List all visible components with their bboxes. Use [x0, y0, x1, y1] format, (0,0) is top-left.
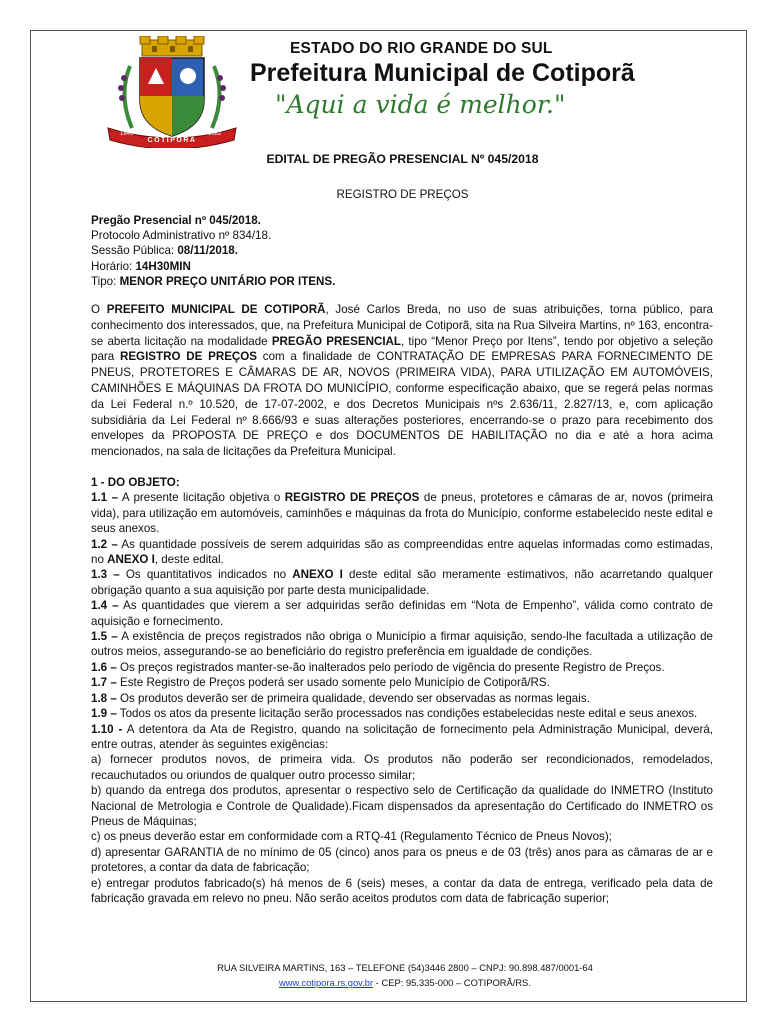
clause-text: Os preços registrados manter-se-ão inalterados pelo período de vigência do presente Registro de Preços. [116, 660, 665, 674]
clause-1-4 [91, 598, 713, 629]
clause-text: , deste edital. [154, 553, 224, 567]
clause-text: deste edital são meramente estimativos, não acarretando qualquer obrigação quanto a sua aquisição por parte desta municipalidade. [91, 568, 713, 597]
clause-bold: REGISTRO DE PREÇOS [284, 491, 420, 505]
clause-1-1 [91, 490, 713, 536]
requirement-d: d) apresentar GARANTIA de no mínimo de 05 (cinco) anos para os pneus e de 03 (três) anos para as câmaras de ar e protetores, a contar da data de fabricação; [91, 845, 713, 875]
clause-number: 1.8 – [91, 691, 117, 705]
intro-bold: PREFEITO MUNICIPAL DE COTIPORÃ [106, 303, 326, 316]
intro-text: , José Carlos Breda, no uso de suas atribuições, torna público, para conhecimento dos interessados, que, na Prefeitura Municipal de Cotiporã, sita na Rua Silveira Martins, nº 163, encontra-se aberta licitação na modalidade [91, 303, 713, 348]
clause-number: 1.9 – [91, 707, 117, 721]
requirement-e: e) entregar produtos fabricado(s) há menos de 6 (seis) meses, a contar da data de entrega, verificado pela data de fabricação gravada em relevo no pneu. Não serão aceitos produtos com data de fabricação superior; [91, 876, 713, 905]
clause-number: 1.2 – [91, 537, 118, 551]
sessao-value: 08/11/2018. [177, 244, 238, 258]
footer-web-line [60, 977, 750, 988]
clause-bold: ANEXO I [107, 553, 155, 567]
clause-number: 1.5 – [91, 630, 118, 644]
header-prefeitura: Prefeitura Municipal de Cotiporã [250, 59, 635, 87]
clause-1-10 [91, 722, 713, 753]
section-objeto [91, 475, 713, 906]
clause-number: 1.6 – [91, 660, 117, 674]
clause-number: 1.7 – [91, 676, 117, 690]
sessao-label: Sessão Pública: [91, 244, 178, 258]
clause-1-2 [91, 537, 713, 568]
clause-number: 1.10 - [91, 722, 123, 736]
intro-text: com a finalidade de CONTRATAÇÃO DE EMPRESAS PARA FORNECIMENTO DE PNEUS, PROTETORES E CÂMARAS DE AR, NOVOS (PRIMEIRA VIDA), PARA UTILIZAÇÃO EM AUTOMÓVEIS, CAMINHÕES E MÁQUINAS DA FROTA DO MUNICÍPIO, conforme especificação abaixo, que se regerá pelas normas da Lei Federal n.º 10.520, de 17-07-2002, e dos Decretos Municipais nºs 2.636/11, 2.827/13, e, com aplicação subsidiária da Lei Federal nº 8.666/93 e suas alterações posteriores, encerrando-se o prazo para recebimento dos envelopes da PROPOSTA DE PREÇO e dos DOCUMENTOS DE HABILITAÇÃO no dia e até a hora acima mencionados, na sala de licitações da Prefeitura Municipal. [91, 350, 713, 459]
crest-year-right: 1982 [208, 131, 222, 137]
requirement-c: c) os pneus deverão estar em conformidade com a RTQ-41 (Regulamento Técnico de Pneus Novos); [91, 830, 612, 844]
sessao-line [91, 243, 713, 258]
intro-paragraph [91, 302, 713, 460]
crown-icon [140, 36, 204, 56]
horario-value: 14H30MIN [135, 259, 191, 273]
footer-website-link[interactable]: www.cotipora.rs.gov.br [278, 977, 374, 988]
horario-line [91, 259, 713, 274]
requirement-b: b) quando da entrega dos produtos, apresentar o respectivo selo de Certificação da qualidade do INMETRO (Instituto Nacional de Metrologia e Controle de Qualidade).Ficam dispensados da apresentação do Certificado do INMETRO os Pneus de Máquinas; [91, 784, 713, 828]
clause-1-8 [91, 691, 713, 706]
pregao-line: Pregão Presencial nº 045/2018. [91, 214, 261, 227]
clause-number: 1.4 – [91, 599, 119, 613]
clause-1-3 [91, 567, 713, 598]
intro-text: , tipo “Menor Preço por Itens”, tendo por objetivo a seleção para [91, 334, 713, 364]
footer-cep: - CEP: 95.335-000 – COTIPORÃ/RS. [373, 977, 531, 988]
document-subtitle: REGISTRO DE PREÇOS [336, 188, 469, 201]
horario-label: Horário: [91, 259, 136, 273]
protocolo-line: Protocolo Administrativo nº 834/18. [91, 229, 272, 243]
clause-text: A presente licitação objetiva o [118, 491, 285, 505]
clause-bold: ANEXO I [292, 568, 343, 582]
clause-text: A existência de preços registrados não obriga o Município a firmar aquisição, sendo-lhe facultada a utilização de outros meios, assegurando-se ao beneficiário do registro preferência em igualdade de condições. [91, 630, 713, 659]
clause-1-5 [91, 629, 713, 660]
tipo-line [91, 274, 713, 289]
intro-bold: PREGÃO PRESENCIAL [271, 334, 401, 348]
clause-text: Os produtos deverão ser de primeira qualidade, devendo ser observadas as normas legais. [116, 691, 590, 705]
clause-text: Este Registro de Preços poderá ser usado somente pelo Município de Cotiporã/RS. [116, 676, 550, 690]
clause-text: de pneus, protetores e câmaras de ar, novos (primeira vida), para utilização em automóveis, caminhões e máquinas da frota do Município, conforme estabelecido neste edital e seus anexos. [91, 491, 713, 536]
document-title: EDITAL DE PREGÃO PRESENCIAL Nº 045/2018 [266, 152, 539, 166]
shield-icon [140, 58, 204, 136]
clause-1-6 [91, 660, 713, 675]
tipo-value: MENOR PREÇO UNITÁRIO POR ITENS. [119, 274, 336, 288]
clause-text: As quantidade possíveis de serem adquiridas são as compreendidas entre aquelas informadas como estimadas, no [91, 537, 713, 567]
header-slogan: "Aqui a vida é melhor." [275, 90, 566, 119]
clause-number: 1.1 – [91, 491, 119, 505]
clause-number: 1.3 – [91, 568, 120, 582]
intro-text: O [91, 303, 107, 316]
clause-1-9 [91, 706, 713, 721]
crest-year-left: 1846 [120, 131, 134, 137]
clause-text: Os quantitativos indicados no [119, 568, 293, 582]
section-heading: 1 - DO OBJETO: [91, 476, 180, 489]
clause-1-7 [91, 675, 713, 690]
clause-text: A detentora da Ata de Registro, quando na solicitação de fornecimento pela Administração Municipal, deverá, entre outras, atender às seguintes exigências: [91, 722, 714, 751]
crest-banner-text: COTIPORÃ [147, 137, 197, 144]
clause-text: As quantidades que vierem a ser adquiridas serão definidas em “Nota de Empenho”, válida como contrato de aquisição e fornecimento. [91, 599, 713, 628]
requirement-a: a) fornecer produtos novos, de primeira vida. Os produtos não poderão ser recondicionados, remodelados, recauchutados ou oriundos de qualquer outro processo similar; [91, 753, 713, 782]
tipo-label: Tipo: [91, 274, 120, 288]
intro-bold: REGISTRO DE PREÇOS [119, 350, 258, 364]
preamble [91, 213, 713, 289]
municipal-crest-logo [100, 36, 244, 148]
footer-address: RUA SILVEIRA MARTINS, 163 – TELEFONE (54)3446 2800 – CNPJ: 90.898.487/0001-64 [217, 962, 593, 973]
header-state: ESTADO DO RIO GRANDE DO SUL [290, 40, 553, 57]
clause-text: Todos os atos da presente licitação serão processados nas condições estabelecidas neste edital e seus anexos. [116, 707, 698, 721]
